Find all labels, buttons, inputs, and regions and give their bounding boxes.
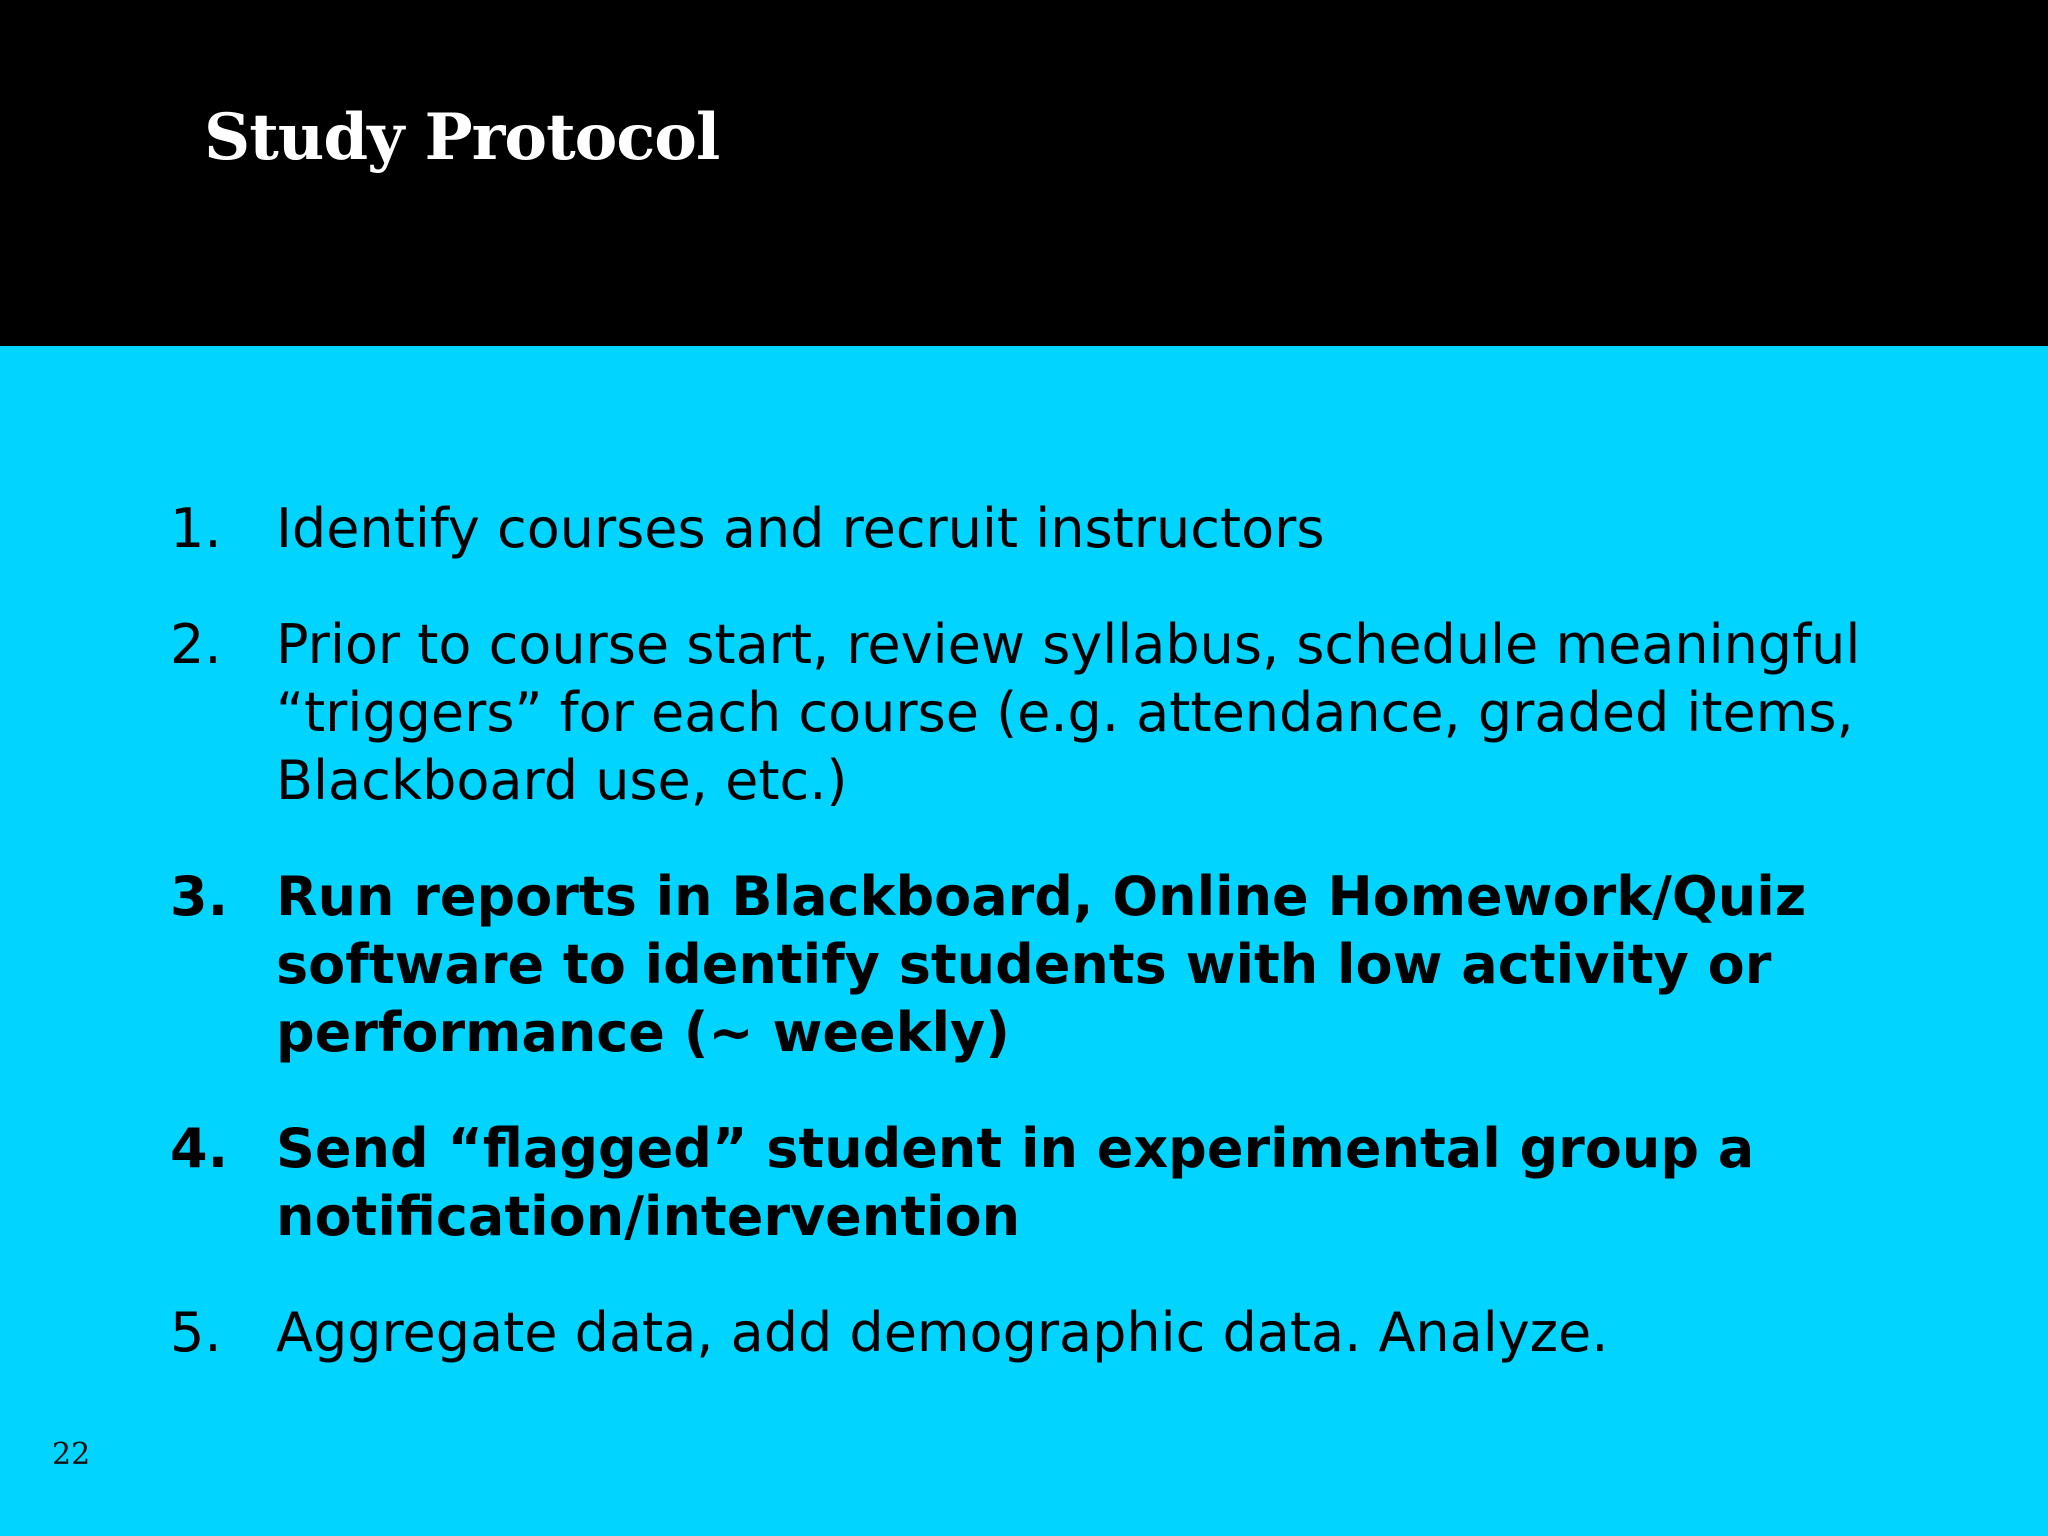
slide-title: Study Protocol bbox=[204, 100, 720, 175]
step-text: Run reports in Blackboard, Online Homework/Quiz software to identify students with low activity or performance (~ weekly) bbox=[276, 865, 1807, 1064]
step-text: Send “flagged” student in experimental group a notification/intervention bbox=[276, 1117, 1755, 1248]
step-number: 5. bbox=[170, 1301, 222, 1364]
step-number: 1. bbox=[170, 497, 222, 560]
protocol-step-4 bbox=[170, 1115, 2000, 1251]
protocol-step-3 bbox=[170, 863, 2000, 1067]
title-bar bbox=[0, 0, 2048, 346]
step-text: Aggregate data, add demographic data. Analyze. bbox=[276, 1301, 1609, 1364]
protocol-steps-list bbox=[170, 495, 2000, 1415]
step-text: Identify courses and recruit instructors bbox=[276, 497, 1325, 560]
step-text: Prior to course start, review syllabus, schedule meaningful “triggers” for each course (e.g. attendance, graded items, Blackboard use, etc.) bbox=[276, 613, 1861, 812]
step-number: 4. bbox=[170, 1117, 229, 1180]
page-number: 22 bbox=[52, 1437, 91, 1472]
protocol-step-1 bbox=[170, 495, 2000, 563]
protocol-step-5 bbox=[170, 1299, 2000, 1367]
step-number: 3. bbox=[170, 865, 229, 928]
protocol-step-2 bbox=[170, 611, 2000, 815]
step-number: 2. bbox=[170, 613, 222, 676]
